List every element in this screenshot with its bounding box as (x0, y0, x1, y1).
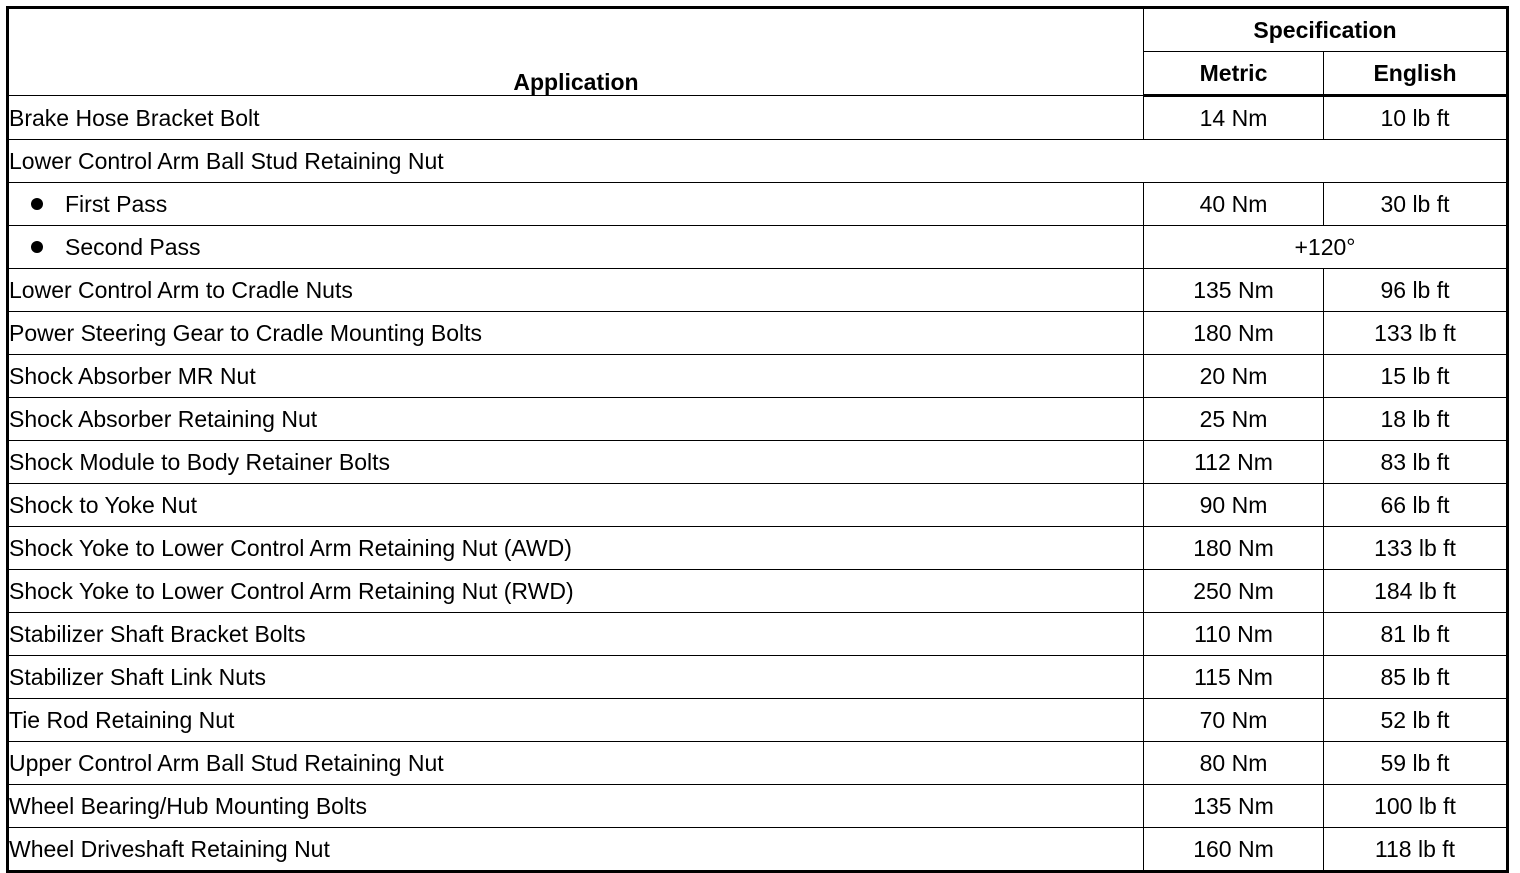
application-cell (8, 484, 1144, 527)
specification-column-header: Specification (1144, 8, 1508, 52)
application-cell (8, 828, 1144, 872)
bullet-icon (31, 198, 43, 210)
table-row (8, 269, 1508, 312)
application-cell (8, 742, 1144, 785)
application-cell (8, 699, 1144, 742)
application-cell (8, 656, 1144, 699)
table-row (8, 828, 1508, 872)
application-label: Shock Yoke to Lower Control Arm Retaining Nut (AWD) (9, 535, 572, 561)
english-cell: 18 lb ft (1324, 398, 1508, 441)
application-label: Power Steering Gear to Cradle Mounting Bolts (9, 320, 483, 346)
application-label: Wheel Driveshaft Retaining Nut (9, 836, 330, 862)
application-label: Shock Module to Body Retainer Bolts (9, 449, 390, 475)
table-row (8, 527, 1508, 570)
english-cell: 96 lb ft (1324, 269, 1508, 312)
table-row (8, 613, 1508, 656)
english-column-header: English (1324, 52, 1508, 96)
application-label: Shock Absorber MR Nut (9, 363, 256, 389)
metric-cell: 112 Nm (1144, 441, 1324, 484)
table-row (8, 96, 1508, 140)
english-cell: 66 lb ft (1324, 484, 1508, 527)
application-label: First Pass (65, 191, 168, 217)
english-cell: 83 lb ft (1324, 441, 1508, 484)
application-cell (8, 269, 1144, 312)
metric-cell: 115 Nm (1144, 656, 1324, 699)
application-cell (8, 312, 1144, 355)
table-row (8, 140, 1508, 183)
table-row (8, 226, 1508, 269)
metric-cell: 80 Nm (1144, 742, 1324, 785)
application-label: Lower Control Arm Ball Stud Retaining Nut (9, 148, 444, 174)
english-cell: 15 lb ft (1324, 355, 1508, 398)
application-cell (8, 140, 1508, 183)
metric-cell: 180 Nm (1144, 312, 1324, 355)
metric-column-header: Metric (1144, 52, 1324, 96)
table-row (8, 570, 1508, 613)
english-cell: 85 lb ft (1324, 656, 1508, 699)
table-row (8, 441, 1508, 484)
table-body (8, 96, 1508, 872)
application-label: Stabilizer Shaft Link Nuts (9, 664, 266, 690)
table-row (8, 742, 1508, 785)
specification-cell: +120° (1144, 226, 1508, 269)
english-cell: 30 lb ft (1324, 183, 1508, 226)
table-row (8, 484, 1508, 527)
metric-cell: 40 Nm (1144, 183, 1324, 226)
metric-cell: 25 Nm (1144, 398, 1324, 441)
metric-cell: 250 Nm (1144, 570, 1324, 613)
application-label: Stabilizer Shaft Bracket Bolts (9, 621, 306, 647)
table-row (8, 656, 1508, 699)
table-row (8, 398, 1508, 441)
english-cell: 133 lb ft (1324, 312, 1508, 355)
application-label: Lower Control Arm to Cradle Nuts (9, 277, 353, 303)
application-label: Shock to Yoke Nut (9, 492, 197, 518)
application-label: Second Pass (65, 234, 201, 260)
application-label: Brake Hose Bracket Bolt (9, 104, 260, 131)
application-cell (8, 441, 1144, 484)
table-header-row-top (8, 8, 1508, 52)
english-cell: 81 lb ft (1324, 613, 1508, 656)
table-row (8, 699, 1508, 742)
metric-cell: 110 Nm (1144, 613, 1324, 656)
metric-cell: 180 Nm (1144, 527, 1324, 570)
english-cell: 133 lb ft (1324, 527, 1508, 570)
english-cell: 100 lb ft (1324, 785, 1508, 828)
application-label: Upper Control Arm Ball Stud Retaining Nut (9, 750, 444, 776)
application-cell (8, 527, 1144, 570)
application-cell (8, 355, 1144, 398)
metric-cell: 160 Nm (1144, 828, 1324, 872)
english-cell: 59 lb ft (1324, 742, 1508, 785)
application-cell (8, 183, 1144, 226)
metric-cell: 14 Nm (1144, 96, 1324, 140)
english-cell: 10 lb ft (1324, 96, 1508, 140)
application-column-header: Application (8, 8, 1144, 96)
application-label: Tie Rod Retaining Nut (9, 707, 235, 733)
application-label: Shock Yoke to Lower Control Arm Retaining Nut (RWD) (9, 578, 574, 604)
english-cell: 52 lb ft (1324, 699, 1508, 742)
english-cell: 184 lb ft (1324, 570, 1508, 613)
metric-cell: 135 Nm (1144, 785, 1324, 828)
application-label: Wheel Bearing/Hub Mounting Bolts (9, 793, 367, 819)
metric-cell: 90 Nm (1144, 484, 1324, 527)
metric-cell: 135 Nm (1144, 269, 1324, 312)
metric-cell: 70 Nm (1144, 699, 1324, 742)
table-row (8, 355, 1508, 398)
english-cell: 118 lb ft (1324, 828, 1508, 872)
torque-specification-table (6, 6, 1509, 873)
table-row (8, 785, 1508, 828)
application-cell (8, 570, 1144, 613)
bullet-icon (31, 241, 43, 253)
application-cell (8, 96, 1144, 140)
application-cell (8, 785, 1144, 828)
table-row (8, 183, 1508, 226)
application-label: Shock Absorber Retaining Nut (9, 406, 318, 432)
application-cell (8, 398, 1144, 441)
metric-cell: 20 Nm (1144, 355, 1324, 398)
application-cell (8, 613, 1144, 656)
application-cell (8, 226, 1144, 269)
table-row (8, 312, 1508, 355)
